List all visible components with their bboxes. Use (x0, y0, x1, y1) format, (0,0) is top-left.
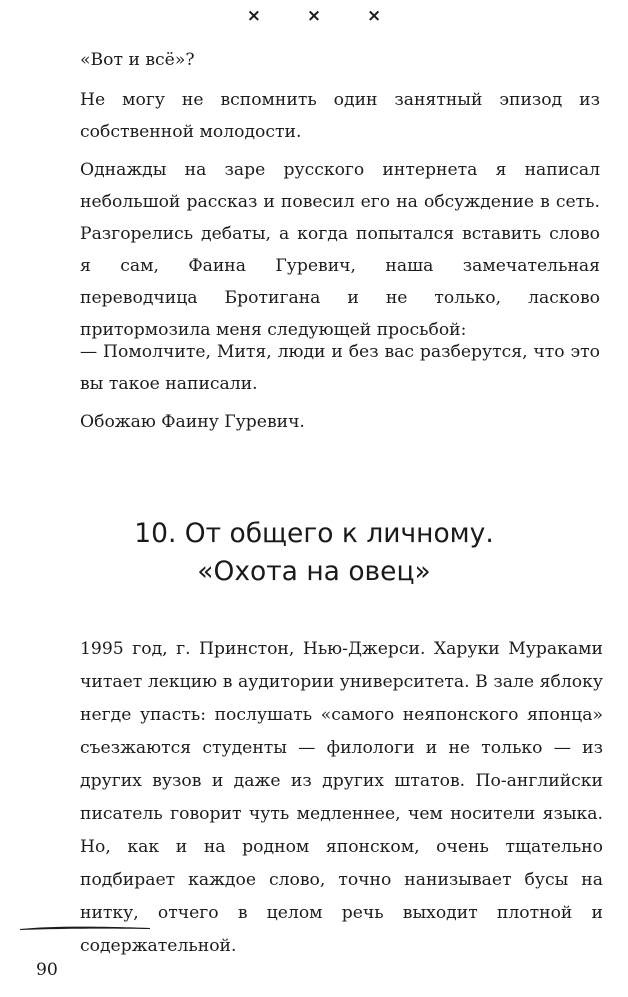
chapter-body: 1995 год, г. Принстон, Нью-Джерси. Харуки Мураками читает лекцию в аудитории университета. В зале яблоку негде упасть: послушать «самого неяпонского японца» съезжаются студенты — филологи и не только — из других вузов и даже из других штатов. По-английски писатель говорит чуть медленнее, чем носители языка. Но, как и на родном японском, очень тщательно подбирает каждое слово, точно нанизывает бусы на нитку, отчего в целом речь выходит плотной и содержательной. (80, 639, 603, 956)
chapter-title-line-1: 10. От общего к личному. (134, 518, 494, 549)
footer-brush-rule (20, 924, 150, 932)
page-number: 90 (36, 960, 58, 980)
paragraph-1: «Вот и всё»? (80, 50, 195, 70)
paragraph-3: Однажды на заре русского интернета я написал небольшой рассказ и повесил его на обсуждение в сеть. Разгорелись дебаты, а когда попытался вставить слово я сам, Фаина Гуревич, наша замечательная переводчица Бротигана и не только, ласково притормозила меня следующей просьбой: (80, 160, 600, 340)
paragraph-2: Не могу не вспомнить один занятный эпизод из собственной молодости. (80, 90, 600, 142)
paragraph-4: — Помолчите, Митя, люди и без вас разберутся, что это вы такое написали. (80, 342, 600, 394)
paragraph-5: Обожаю Фаину Гуревич. (80, 412, 305, 432)
chapter-title (0, 515, 628, 591)
chapter-title-line-2: «Охота на овец» (197, 556, 431, 587)
section-separator: × × × (246, 6, 402, 26)
